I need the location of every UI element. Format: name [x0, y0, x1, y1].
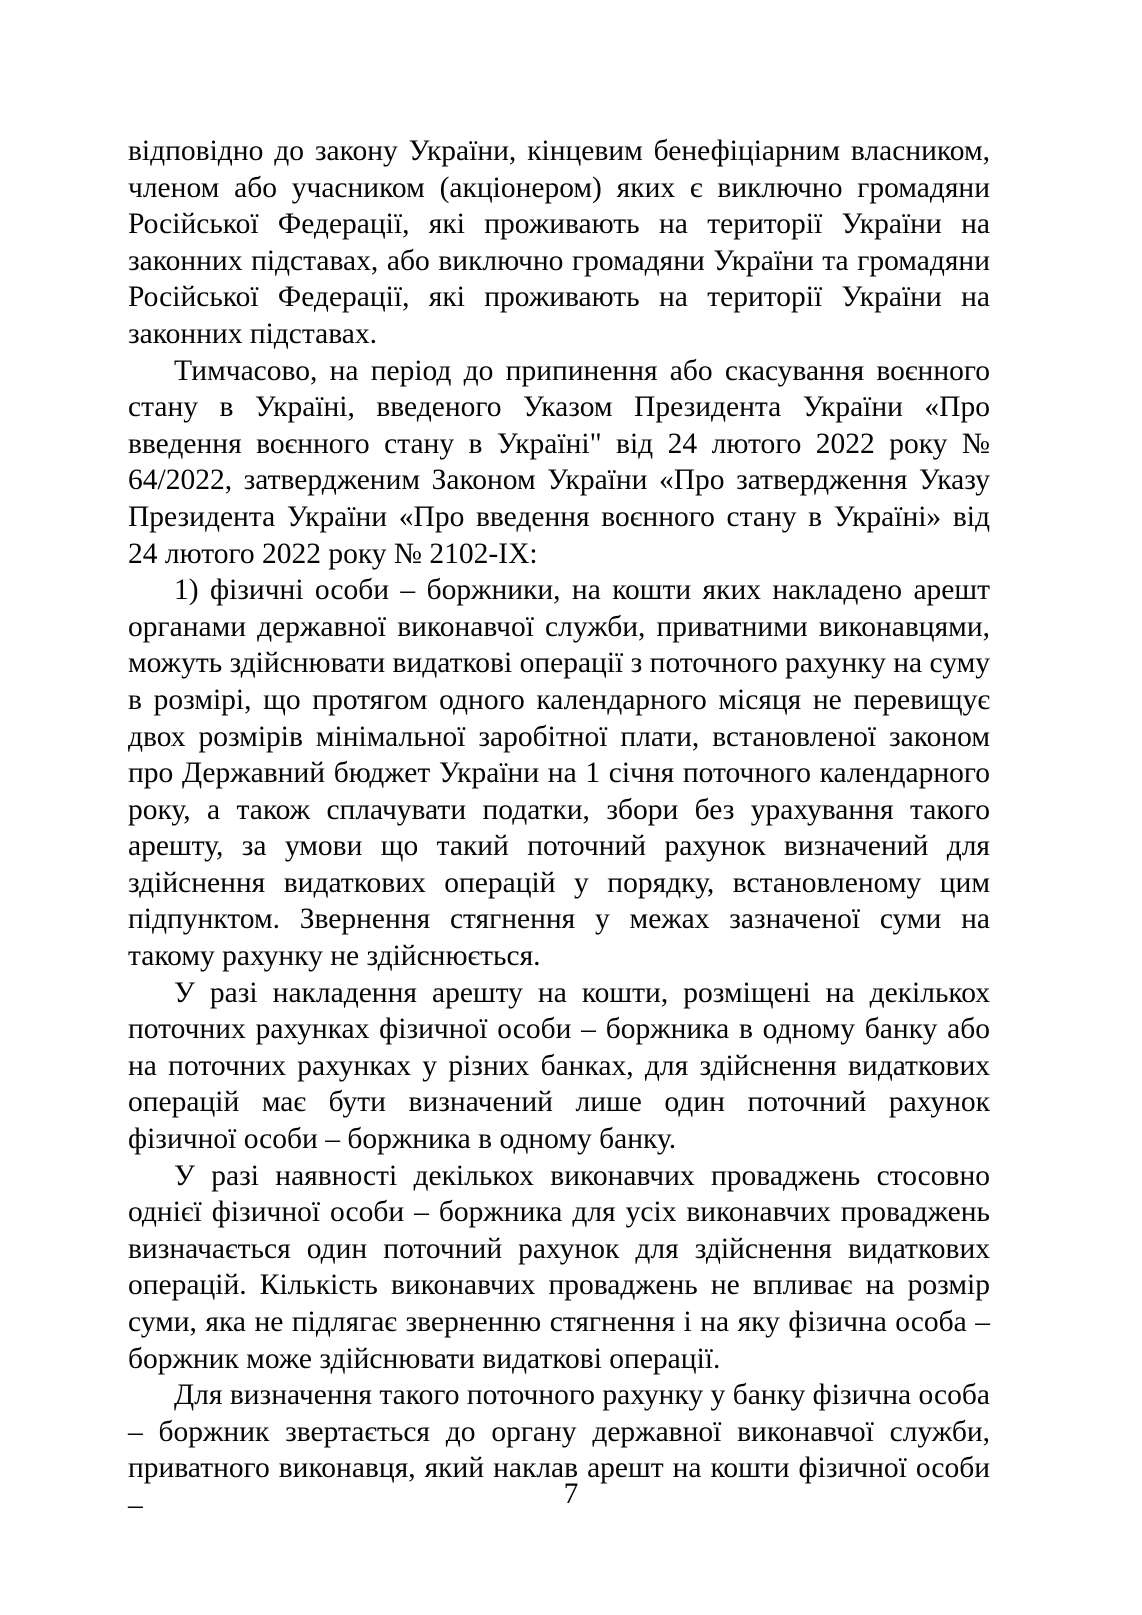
page-number: 7 — [563, 1478, 579, 1510]
paragraph-1: відповідно до закону України, кінцевим бенефіціарним власником, членом або учасником (акціонером) яких є виключно громадяни Російської Федерації, які проживають на території України на законних підставах, або виключно громадяни України та громадяни Російської Федерації, які проживають на території України на законних підставах. — [128, 135, 990, 350]
paragraph-3: 1) фізичні особи – боржники, на кошти яких накладено арешт органами державної виконавчої служби, приватними виконавцями, можуть здійснювати видаткові операції з поточного рахунку на суму в розмірі, що протягом одного календарного місяця не перевищує двох розмірів мінімальної заробітної плати, встановленої законом про Державний бюджет України на 1 січня поточного календарного року, а також сплачувати податки, збори без урахування такого арешту, за умови що такий поточний рахунок визначений для здійснення видаткових операцій у порядку, встановленому цим підпунктом. Звернення стягнення у межах зазначеної суми на такому рахунку не здійснюється. — [128, 574, 990, 973]
paragraph-5: У разі наявності декількох виконавчих проваджень стосовно однієї фізичної особи – боржника для усіх виконавчих проваджень визначається один поточний рахунок для здійснення видаткових операцій. Кількість виконавчих проваджень не впливає на розмір суми, яка не підлягає зверненню стягнення і на яку фізична особа – боржник може здійснювати видаткові операції. — [128, 1159, 990, 1375]
paragraph-4: У разі накладення арешту на кошти, розміщені на декількох поточних рахунках фізичної особи – боржника в одному банку або на поточних рахунках у різних банках, для здійснення видаткових операцій має бути визначений лише один поточний рахунок фізичної особи – боржника в одному банку. — [128, 976, 990, 1156]
document-body-text — [128, 133, 990, 1524]
paragraph-6: Для визначення такого поточного рахунку у банку фізична особа – боржник звертається до органу державної виконавчої служби, приватного виконавця, який наклав арешт на кошти фізичної особи – — [128, 1379, 990, 1521]
paragraph-2: Тимчасово, на період до припинення або скасування воєнного стану в Україні, введеного Указом Президента України «Про введення воєнного стану в Україні" від 24 лютого 2022 року № 64/2022, затвердженим Законом України «Про затвердження Указу Президента України «Про введення воєнного стану в Україні» від 24 лютого 2022 року № 2102-IX: — [128, 354, 990, 570]
